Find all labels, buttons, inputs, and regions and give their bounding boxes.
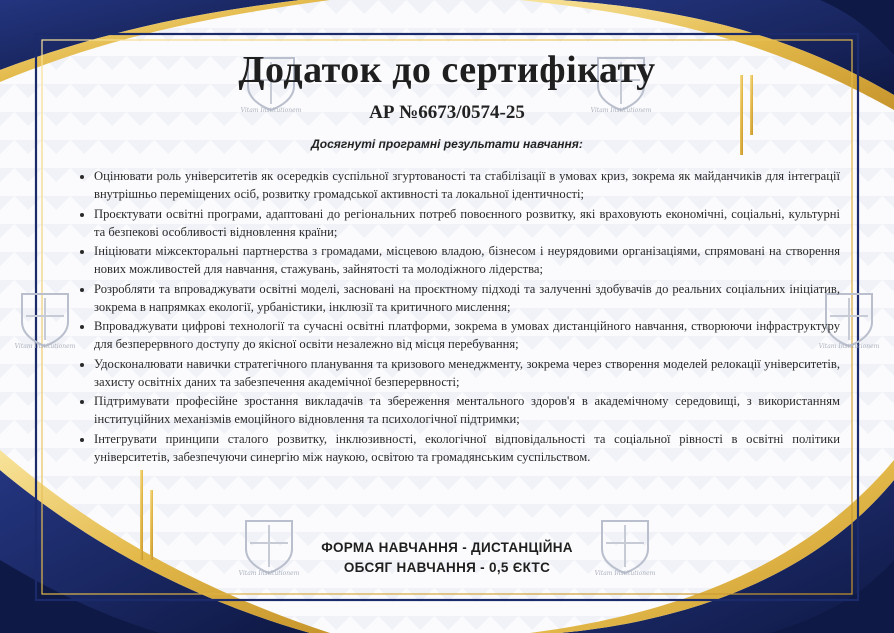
watermark-seal-text: Vitam Institutionem — [594, 570, 656, 577]
outcome-item: • Підтримувати професійне зростання викладачів та збереження ментального здоров'я в академічному середовищі, з використанням інституційних механізмів емоційного відновлення та психологічної підтримки; — [94, 392, 840, 428]
outcome-item: • Удосконалювати навички стратегічного планування та кризового менеджменту, зокрема через створення моделей релокації університетів, захисту освітніх даних та забезпечення академічної безперервності; — [94, 355, 840, 391]
watermark-seal-text: Vitam Institutionem — [14, 343, 76, 350]
outcomes-list — [78, 167, 840, 467]
study-volume: ОБСЯГ НАВЧАННЯ - 0,5 ЄКТС — [343, 560, 551, 575]
outcome-item: • Впроваджувати цифрові технології та сучасні освітні платформи, зокрема в умовах дистанційного навчання, створюючи інфраструктуру для безперервного доступу до якісної освіти незалежно від місця перебування; — [94, 317, 840, 353]
outcome-item: • Інтегрувати принципи сталого розвитку, інклюзивності, екологічної відповідальності та соціальної рівності в освітні політики університетів, забезпечуючи синергію між наукою, освітою та громадянським суспільством. — [94, 430, 840, 466]
certificate-number: АР №6673/0574-25 — [369, 102, 525, 123]
watermark-seal — [14, 288, 76, 354]
watermark-seal-text: Vitam Institutionem — [818, 343, 880, 350]
outcome-item: • Ініціювати міжсекторальні партнерства з громадами, місцевою владою, бізнесом і неурядовими організаціями, спрямовані на створення нових можливостей для навчання, стажувань, зайнятості та молодіжного лідерства; — [94, 242, 840, 278]
outcomes-heading: Досягнуті програмні результати навчання: — [311, 137, 583, 151]
outcome-item: • Проєктувати освітні програми, адаптовані до регіональних потреб повоєнного розвитку, які враховують економічні, соціальні, культурні та безпекові особливості відновлення країни; — [94, 205, 840, 241]
outcome-item: • Розробляти та впроваджувати освітні моделі, засновані на проєктному підході та залученні здобувачів до реальних соціальних ініціатив, зокрема в напрямках екології, урбаністики, інклюзії та критичного мислення; — [94, 280, 840, 316]
watermark-seal-text: Vitam Institutionem — [238, 570, 300, 577]
outcome-item: • Оцінювати роль університетів як осередків суспільної згуртованості та стабілізації в умовах криз, зокрема як майданчиків для інтеграції внутрішньо переміщених осіб, розвитку громадської активності та локальної ідентичності; — [94, 167, 840, 203]
document-title: Додаток до сертифікату — [238, 49, 656, 91]
watermark-seal-text: Vitam Institutionem — [590, 107, 652, 114]
watermark-seal-text: Vitam Institutionem — [240, 107, 302, 114]
study-form: ФОРМА НАВЧАННЯ - ДИСТАНЦІЙНА — [321, 540, 573, 555]
